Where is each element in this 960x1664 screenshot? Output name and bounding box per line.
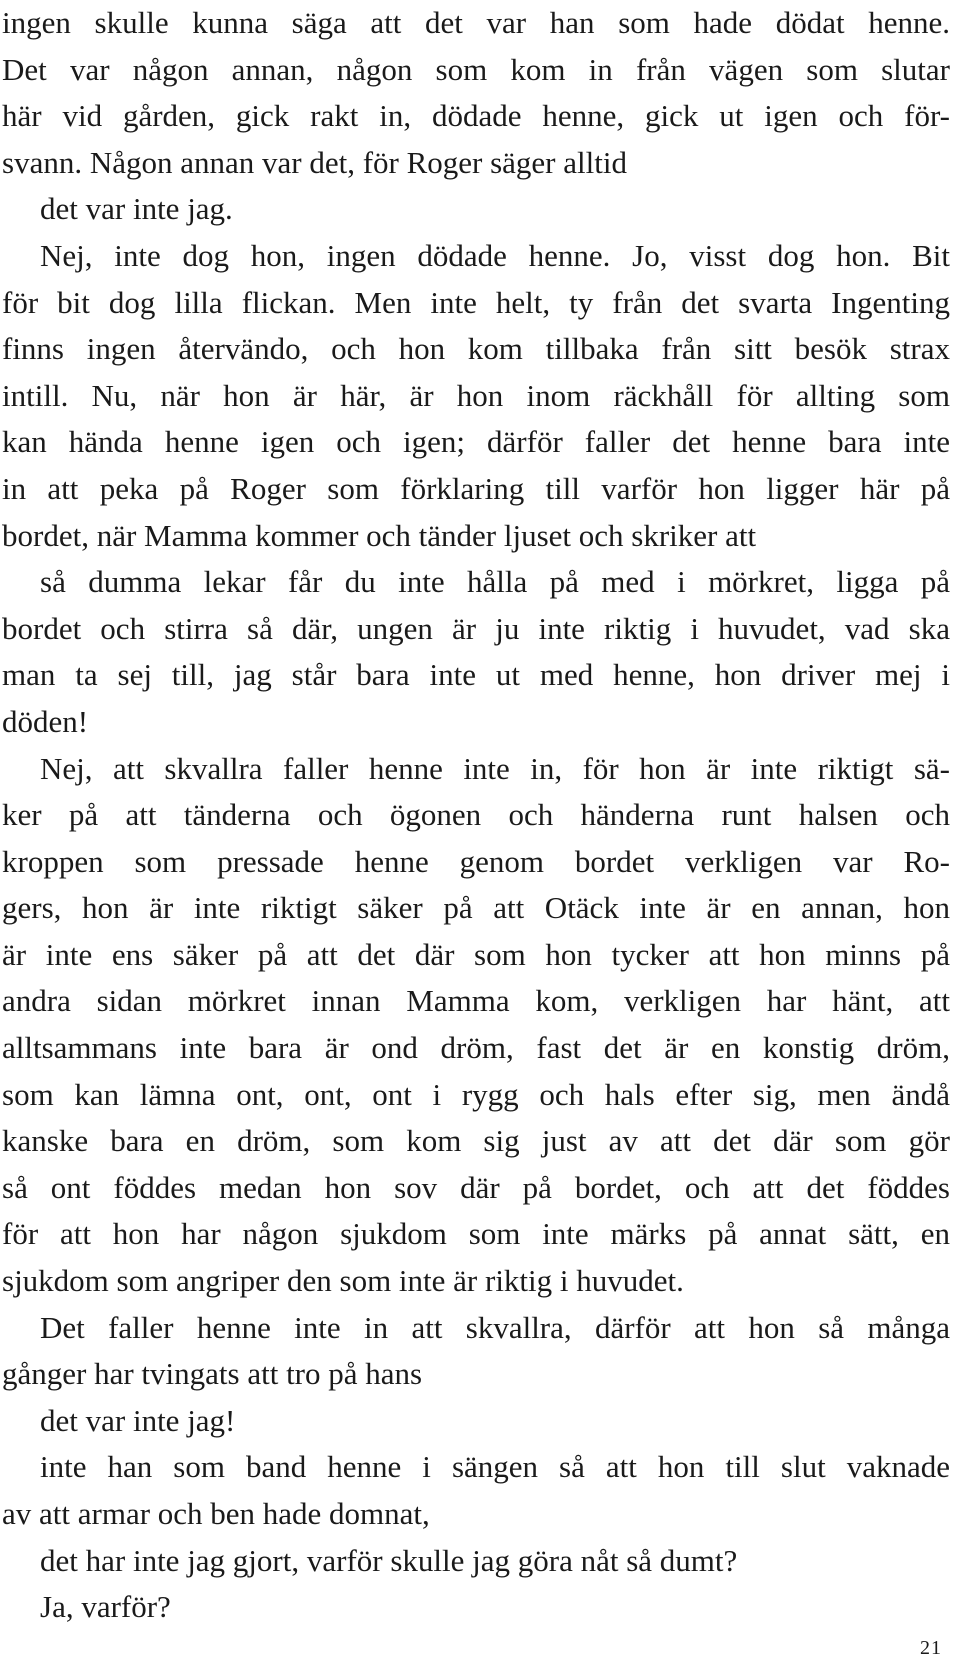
text-line: kanske bara en dröm, som kom sig just av att det där som gör — [2, 1123, 950, 1159]
text-line: så ont föddes medan hon sov där på bordet, och att det föddes — [2, 1169, 950, 1205]
text-line: här vid gården, gick rakt in, dödade henne, gick ut igen och för- — [2, 98, 950, 134]
text-line: bordet och stirra så där, ungen är ju inte riktig i huvudet, vad ska — [2, 610, 950, 646]
text-line: ingen skulle kunna säga att det var han som hade dödat henne. — [2, 5, 950, 40]
text-line: kan hända henne igen och igen; därför faller det henne bara inte — [2, 424, 950, 460]
text-line: så dumma lekar får du inte hålla på med i mörkret, ligga på — [40, 564, 950, 600]
text-line: in att peka på Roger som förklaring till varför hon ligger här på — [2, 470, 950, 506]
text-line: som kan lämna ont, ont, ont i rygg och hals efter sig, men ändå — [2, 1076, 950, 1112]
text-line: av att armar och ben hade domnat, — [2, 1496, 430, 1531]
text-line: för bit dog lilla flickan. Men inte helt, ty från det svarta Ingenting — [2, 284, 950, 320]
page-number: 21 — [920, 1637, 942, 1659]
text-line: bordet, när Mamma kommer och tänder ljuset och skriker att — [2, 517, 757, 553]
text-line: är inte ens säker på att det där som hon tycker att hon minns på — [2, 936, 950, 972]
text-line: ker på att tänderna och ögonen och händerna runt halsen och — [2, 797, 950, 833]
text-line: finns ingen återvändo, och hon kom tillbaka från sitt besök strax — [2, 331, 950, 367]
text-line: Ja, varför? — [40, 1589, 171, 1625]
text-line: intill. Nu, när hon är här, är hon inom räckhåll för allting som — [2, 377, 950, 413]
text-line: för att hon har någon sjukdom som inte märks på annat sätt, en — [2, 1216, 950, 1252]
text-line: kroppen som pressade henne genom bordet verkligen var Ro- — [2, 843, 950, 879]
text-line: alltsammans inte bara är ond dröm, fast det är en konstig dröm, — [2, 1030, 950, 1066]
text-line: man ta sej till, jag står bara inte ut med henne, hon driver mej i — [2, 657, 950, 693]
text-line: Det var någon annan, någon som kom in från vägen som slutar — [2, 51, 950, 87]
text-line: gers, hon är inte riktigt säker på att Otäck inte är en annan, hon — [2, 890, 950, 926]
body-text — [2, 0, 950, 1631]
text-line: andra sidan mörkret innan Mamma kom, verkligen har hänt, att — [2, 983, 950, 1019]
text-line: inte han som band henne i sängen så att hon till slut vaknade — [40, 1449, 950, 1485]
text-line: gånger har tvingats att tro på hans — [2, 1356, 423, 1392]
text-line: det var inte jag. — [40, 191, 233, 227]
text-line: Det faller henne inte in att skvallra, därför att hon så många — [40, 1309, 950, 1345]
text-line: det var inte jag! — [40, 1402, 236, 1438]
text-line: Nej, inte dog hon, ingen dödade henne. Jo, visst dog hon. Bit — [40, 237, 950, 273]
text-line: döden! — [2, 703, 89, 739]
text-line: svann. Någon annan var det, för Roger säger alltid — [2, 144, 627, 180]
text-line: Nej, att skvallra faller henne inte in, för hon är inte riktigt sä- — [40, 750, 950, 786]
text-line: sjukdom som angriper den som inte är riktig i huvudet. — [2, 1263, 684, 1299]
text-line: det har inte jag gjort, varför skulle jag göra nåt så dumt? — [40, 1542, 738, 1578]
